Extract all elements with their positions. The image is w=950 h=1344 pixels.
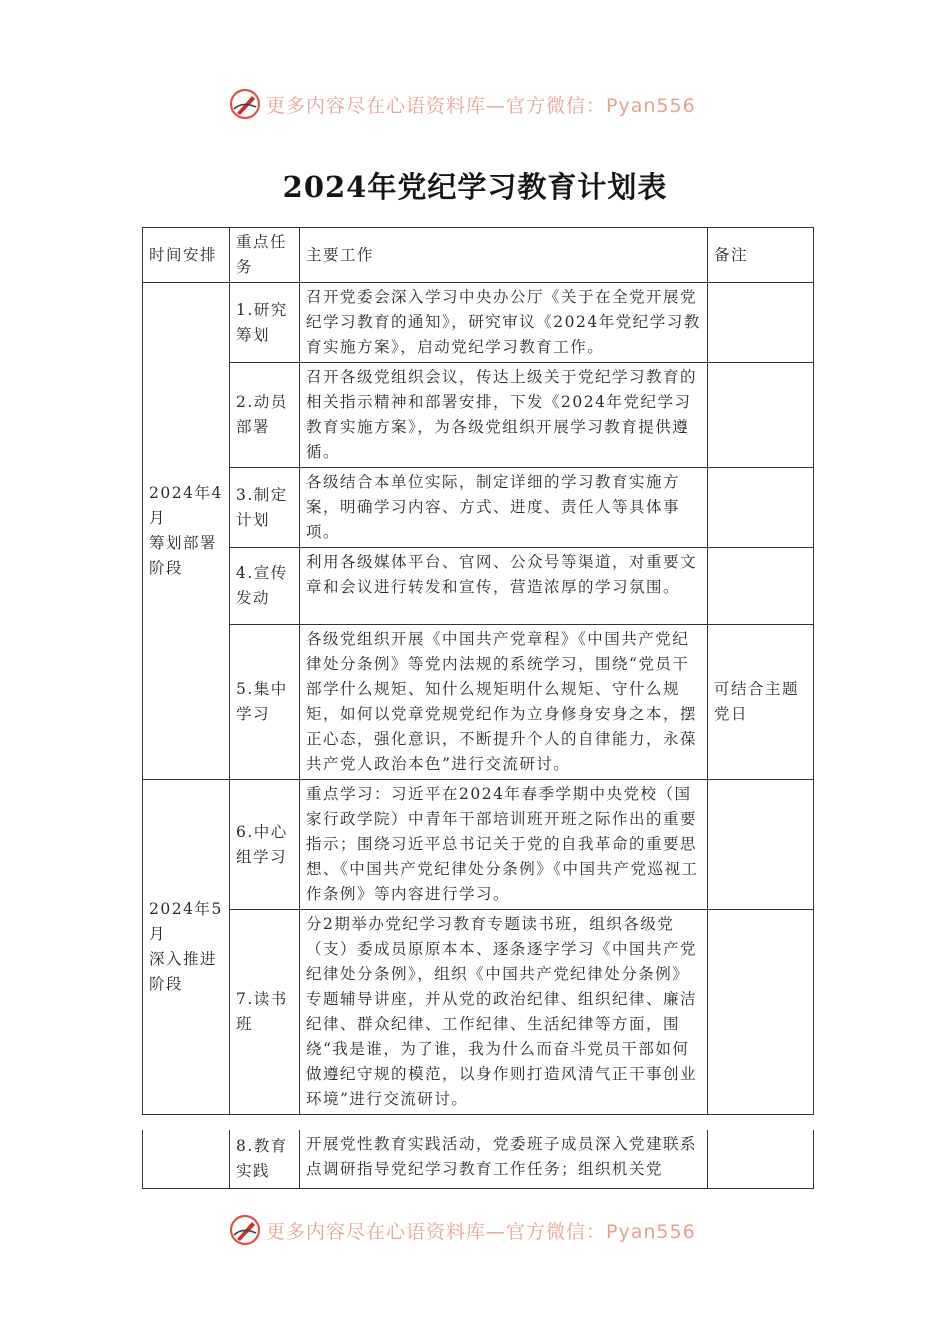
note-cell (708, 283, 814, 363)
table-row (143, 468, 814, 548)
table-row (143, 1130, 814, 1188)
work-cell: 分2期举办党纪学习教育专题读书班，组织各级党（支）委成员原原本本、逐条逐字学习《中国共产党纪律处分条例》，组织《中国共产党纪律处分条例》专题辅导讲座，并从党的政治纪律、组织纪律、廉洁纪律、群众纪律、工作纪律、生活纪律等方面，围绕“我是谁，为了谁，我为什么而奋斗党员干部如何做遵纪守规的模范，以身作则打造风清气正干事创业环境”进行交流研讨。 (300, 910, 708, 1115)
table-row (143, 548, 814, 625)
header-note: 备注 (708, 228, 814, 283)
task-cell: 6.中心组学习 (230, 780, 300, 910)
note-cell: 可结合主题党日 (708, 625, 814, 780)
banner-text: 更多内容尽在心语资料库—官方微信：Pyan556 (266, 1220, 696, 1243)
header-task: 重点任务 (230, 228, 300, 283)
table-row (143, 625, 814, 780)
work-cell: 各级结合本单位实际，制定详细的学习教育实施方案，明确学习内容、方式、进度、责任人等具体事项。 (300, 468, 708, 548)
work-cell: 召开党委会深入学习中央办公厅《关于在全党开展党纪学习教育的通知》，研究审议《2024年党纪学习教育实施方案》，启动党纪学习教育工作。 (300, 283, 708, 363)
work-cell: 召开各级党组织会议，传达上级关于党纪学习教育的相关指示精神和部署安排，下发《2024年党纪学习教育实施方案》，为各级党组织开展学习教育提供遵循。 (300, 363, 708, 468)
work-cell: 各级党组织开展《中国共产党章程》《中国共产党纪律处分条例》等党内法规的系统学习，围绕“党员干部学什么规矩、知什么规矩明什么规矩、守什么规矩，如何以党章党规党纪作为立身修身安身之本，摆正心态，强化意识，不断提升个人的自律能力，永葆共产党人政治本色”进行交流研讨。 (300, 625, 708, 780)
footer-banner (228, 1212, 748, 1248)
task-cell: 5.集中学习 (230, 625, 300, 780)
note-cell (708, 548, 814, 625)
task-cell: 4.宣传发动 (230, 548, 300, 625)
table-row (143, 910, 814, 1115)
work-cell: 开展党性教育实践活动，党委班子成员深入党建联系点调研指导党纪学习教育工作任务；组织机关党 (300, 1130, 708, 1188)
header-banner (228, 86, 748, 122)
note-cell (708, 468, 814, 548)
phase-label: 2024年5月 深入推进阶段 (149, 900, 223, 993)
table-row (143, 780, 814, 910)
note-cell (708, 363, 814, 468)
phase-cell (143, 283, 230, 780)
phase-label: 2024年4月 筹划部署阶段 (149, 484, 223, 577)
table-header-row (143, 228, 814, 283)
task-cell: 2.动员部署 (230, 363, 300, 468)
phase-cell (143, 780, 230, 1115)
note-cell (708, 910, 814, 1115)
header-time: 时间安排 (143, 228, 230, 283)
page-title: 2024年党纪学习教育计划表 (282, 170, 668, 204)
table-row (143, 363, 814, 468)
banner-text: 更多内容尽在心语资料库—官方微信：Pyan556 (266, 94, 696, 117)
plan-table (142, 227, 814, 1115)
phase-cell (143, 1130, 230, 1188)
task-cell: 7.读书班 (230, 910, 300, 1115)
task-cell: 1.研究筹划 (230, 283, 300, 363)
task-cell: 8.教育实践 (230, 1130, 300, 1188)
work-cell: 重点学习：习近平在2024年春季学期中央党校（国家行政学院）中青年干部培训班开班之际作出的重要指示；围绕习近平总书记关于党的自我革命的重要思想、《中国共产党纪律处分条例》《中国共产党巡视工作条例》等内容进行学习。 (300, 780, 708, 910)
note-cell (708, 780, 814, 910)
pen-logo-icon (228, 1213, 262, 1247)
plan-table-continued (142, 1130, 814, 1189)
work-cell: 利用各级媒体平台、官网、公众号等渠道，对重要文章和会议进行转发和宣传，营造浓厚的学习氛围。 (300, 548, 708, 625)
pen-logo-icon (228, 87, 262, 121)
header-work: 主要工作 (300, 228, 708, 283)
table-row (143, 283, 814, 363)
task-cell: 3.制定计划 (230, 468, 300, 548)
note-cell (708, 1130, 814, 1188)
